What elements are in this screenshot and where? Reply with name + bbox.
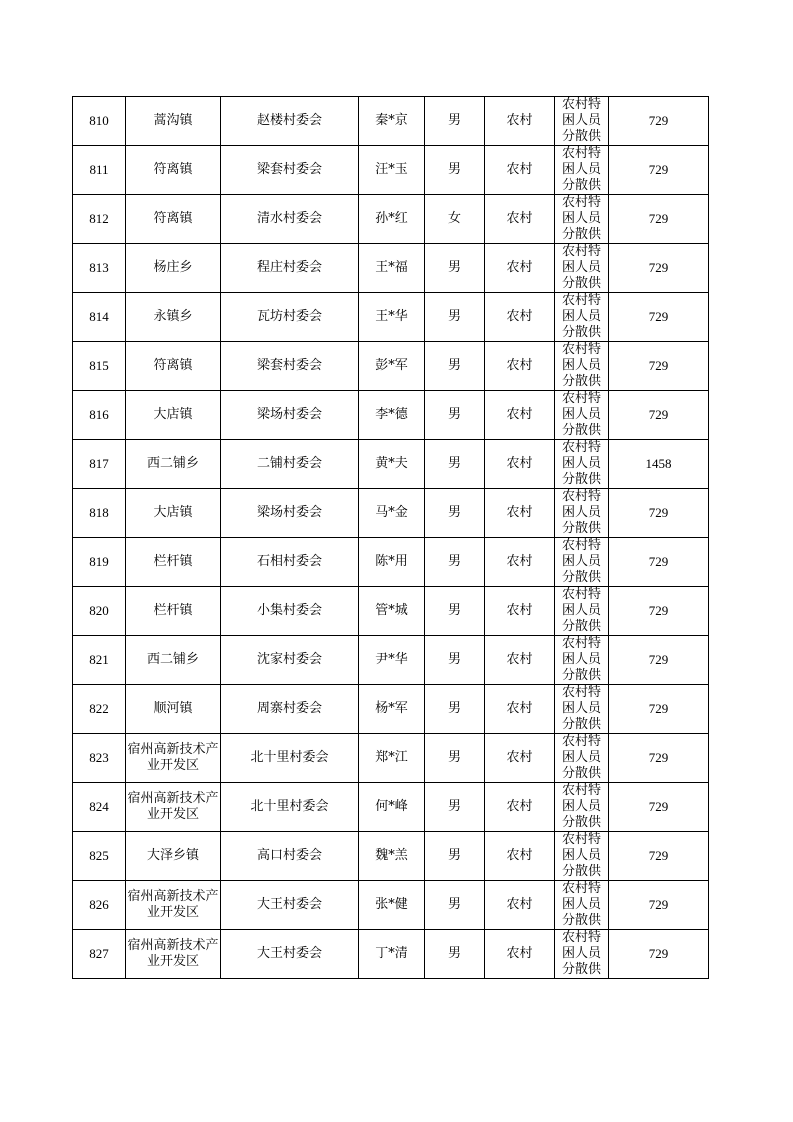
- cell-amount: 729: [609, 587, 709, 636]
- cell-serial-number: 822: [73, 685, 126, 734]
- cell-recipient-name: 魏*羔: [359, 832, 425, 881]
- cell-gender: 男: [425, 342, 485, 391]
- cell-serial-number: 826: [73, 881, 126, 930]
- cell-assistance-category: [555, 146, 609, 195]
- cell-gender: 男: [425, 244, 485, 293]
- cell-recipient-name: 郑*江: [359, 734, 425, 783]
- cell-amount: 729: [609, 342, 709, 391]
- cell-township: 栏杆镇: [126, 538, 221, 587]
- table-row: [73, 293, 709, 342]
- cell-village-committee: 周寨村委会: [221, 685, 359, 734]
- cell-serial-number: 816: [73, 391, 126, 440]
- cell-gender: 男: [425, 881, 485, 930]
- cell-gender: 男: [425, 832, 485, 881]
- cell-area-type: 农村: [485, 293, 555, 342]
- cell-amount: 729: [609, 146, 709, 195]
- assistance-category-text: 农村特困人员分散供: [561, 685, 601, 732]
- cell-village-committee: 沈家村委会: [221, 636, 359, 685]
- cell-gender: 男: [425, 685, 485, 734]
- cell-amount: 1458: [609, 440, 709, 489]
- cell-township: 宿州高新技术产业开发区: [126, 783, 221, 832]
- table-row: [73, 734, 709, 783]
- cell-village-committee: 大王村委会: [221, 881, 359, 930]
- cell-amount: 729: [609, 685, 709, 734]
- cell-recipient-name: 彭*军: [359, 342, 425, 391]
- cell-serial-number: 818: [73, 489, 126, 538]
- cell-serial-number: 821: [73, 636, 126, 685]
- cell-recipient-name: 张*健: [359, 881, 425, 930]
- cell-village-committee: 北十里村委会: [221, 783, 359, 832]
- cell-assistance-category: [555, 489, 609, 538]
- cell-recipient-name: 马*金: [359, 489, 425, 538]
- assistance-category-text: 农村特困人员分散供: [561, 195, 601, 242]
- assistance-category-text: 农村特困人员分散供: [561, 881, 601, 928]
- assistance-category-text: 农村特困人员分散供: [561, 440, 601, 487]
- cell-township: 西二铺乡: [126, 440, 221, 489]
- cell-recipient-name: 孙*红: [359, 195, 425, 244]
- cell-assistance-category: [555, 244, 609, 293]
- cell-area-type: 农村: [485, 195, 555, 244]
- cell-area-type: 农村: [485, 97, 555, 146]
- cell-area-type: 农村: [485, 391, 555, 440]
- cell-amount: 729: [609, 293, 709, 342]
- cell-assistance-category: [555, 391, 609, 440]
- table-row: [73, 244, 709, 293]
- cell-serial-number: 823: [73, 734, 126, 783]
- cell-assistance-category: [555, 832, 609, 881]
- cell-gender: 男: [425, 734, 485, 783]
- cell-amount: 729: [609, 244, 709, 293]
- cell-serial-number: 827: [73, 930, 126, 979]
- assistance-category-text: 农村特困人员分散供: [561, 293, 601, 340]
- table-row: [73, 685, 709, 734]
- cell-village-committee: 小集村委会: [221, 587, 359, 636]
- cell-recipient-name: 汪*玉: [359, 146, 425, 195]
- cell-amount: 729: [609, 881, 709, 930]
- cell-township: 大店镇: [126, 391, 221, 440]
- cell-amount: 729: [609, 832, 709, 881]
- cell-township: 符离镇: [126, 342, 221, 391]
- cell-area-type: 农村: [485, 489, 555, 538]
- cell-township: 大店镇: [126, 489, 221, 538]
- cell-village-committee: 清水村委会: [221, 195, 359, 244]
- cell-area-type: 农村: [485, 685, 555, 734]
- cell-village-committee: 梁套村委会: [221, 146, 359, 195]
- cell-village-committee: 石相村委会: [221, 538, 359, 587]
- cell-township: 杨庄乡: [126, 244, 221, 293]
- assistance-category-text: 农村特困人员分散供: [561, 783, 601, 830]
- cell-village-committee: 梁场村委会: [221, 391, 359, 440]
- cell-recipient-name: 何*峰: [359, 783, 425, 832]
- cell-township: 符离镇: [126, 146, 221, 195]
- assistance-category-text: 农村特困人员分散供: [561, 391, 601, 438]
- cell-village-committee: 大王村委会: [221, 930, 359, 979]
- cell-township: 宿州高新技术产业开发区: [126, 930, 221, 979]
- assistance-category-text: 农村特困人员分散供: [561, 244, 601, 291]
- cell-amount: 729: [609, 930, 709, 979]
- table-row: [73, 440, 709, 489]
- cell-recipient-name: 秦*京: [359, 97, 425, 146]
- cell-amount: 729: [609, 734, 709, 783]
- table-row: [73, 538, 709, 587]
- cell-assistance-category: [555, 293, 609, 342]
- cell-township: 永镇乡: [126, 293, 221, 342]
- cell-gender: 男: [425, 930, 485, 979]
- cell-area-type: 农村: [485, 342, 555, 391]
- cell-township: 宿州高新技术产业开发区: [126, 734, 221, 783]
- cell-amount: 729: [609, 538, 709, 587]
- cell-assistance-category: [555, 440, 609, 489]
- cell-assistance-category: [555, 930, 609, 979]
- table-row: [73, 832, 709, 881]
- cell-gender: 男: [425, 636, 485, 685]
- cell-serial-number: 820: [73, 587, 126, 636]
- cell-area-type: 农村: [485, 146, 555, 195]
- cell-village-committee: 程庄村委会: [221, 244, 359, 293]
- cell-amount: 729: [609, 97, 709, 146]
- cell-gender: 男: [425, 146, 485, 195]
- table-row: [73, 97, 709, 146]
- cell-area-type: 农村: [485, 244, 555, 293]
- cell-area-type: 农村: [485, 783, 555, 832]
- cell-area-type: 农村: [485, 832, 555, 881]
- cell-serial-number: 810: [73, 97, 126, 146]
- cell-gender: 男: [425, 440, 485, 489]
- cell-serial-number: 814: [73, 293, 126, 342]
- cell-assistance-category: [555, 538, 609, 587]
- cell-village-committee: 二铺村委会: [221, 440, 359, 489]
- cell-recipient-name: 王*华: [359, 293, 425, 342]
- cell-gender: 男: [425, 538, 485, 587]
- assistance-category-text: 农村特困人员分散供: [561, 342, 601, 389]
- cell-serial-number: 812: [73, 195, 126, 244]
- cell-assistance-category: [555, 636, 609, 685]
- cell-village-committee: 北十里村委会: [221, 734, 359, 783]
- cell-recipient-name: 管*城: [359, 587, 425, 636]
- cell-recipient-name: 王*福: [359, 244, 425, 293]
- cell-recipient-name: 丁*清: [359, 930, 425, 979]
- cell-recipient-name: 尹*华: [359, 636, 425, 685]
- cell-area-type: 农村: [485, 734, 555, 783]
- cell-township: 西二铺乡: [126, 636, 221, 685]
- table-row: [73, 636, 709, 685]
- assistance-table: [72, 96, 709, 979]
- cell-gender: 男: [425, 489, 485, 538]
- cell-township: 栏杆镇: [126, 587, 221, 636]
- cell-village-committee: 梁套村委会: [221, 342, 359, 391]
- assistance-category-text: 农村特困人员分散供: [561, 734, 601, 781]
- table-row: [73, 783, 709, 832]
- cell-gender: 男: [425, 97, 485, 146]
- cell-township: 大泽乡镇: [126, 832, 221, 881]
- cell-recipient-name: 黄*夫: [359, 440, 425, 489]
- cell-assistance-category: [555, 195, 609, 244]
- cell-area-type: 农村: [485, 538, 555, 587]
- table-row: [73, 391, 709, 440]
- table-row: [73, 146, 709, 195]
- cell-amount: 729: [609, 489, 709, 538]
- cell-assistance-category: [555, 685, 609, 734]
- cell-area-type: 农村: [485, 587, 555, 636]
- cell-serial-number: 824: [73, 783, 126, 832]
- cell-assistance-category: [555, 881, 609, 930]
- table-row: [73, 195, 709, 244]
- cell-area-type: 农村: [485, 930, 555, 979]
- assistance-category-text: 农村特困人员分散供: [561, 587, 601, 634]
- cell-gender: 女: [425, 195, 485, 244]
- cell-recipient-name: 杨*军: [359, 685, 425, 734]
- assistance-category-text: 农村特困人员分散供: [561, 538, 601, 585]
- cell-assistance-category: [555, 342, 609, 391]
- cell-serial-number: 813: [73, 244, 126, 293]
- cell-area-type: 农村: [485, 636, 555, 685]
- cell-serial-number: 819: [73, 538, 126, 587]
- cell-village-committee: 瓦坊村委会: [221, 293, 359, 342]
- cell-township: 宿州高新技术产业开发区: [126, 881, 221, 930]
- cell-serial-number: 817: [73, 440, 126, 489]
- table-row: [73, 342, 709, 391]
- cell-serial-number: 815: [73, 342, 126, 391]
- cell-assistance-category: [555, 587, 609, 636]
- cell-township: 蒿沟镇: [126, 97, 221, 146]
- cell-village-committee: 梁场村委会: [221, 489, 359, 538]
- assistance-category-text: 农村特困人员分散供: [561, 636, 601, 683]
- cell-recipient-name: 陈*用: [359, 538, 425, 587]
- table-row: [73, 930, 709, 979]
- cell-assistance-category: [555, 783, 609, 832]
- cell-township: 顺河镇: [126, 685, 221, 734]
- assistance-category-text: 农村特困人员分散供: [561, 146, 601, 193]
- table-row: [73, 489, 709, 538]
- cell-serial-number: 811: [73, 146, 126, 195]
- cell-amount: 729: [609, 391, 709, 440]
- assistance-category-text: 农村特困人员分散供: [561, 930, 601, 977]
- cell-village-committee: 高口村委会: [221, 832, 359, 881]
- cell-gender: 男: [425, 783, 485, 832]
- cell-assistance-category: [555, 97, 609, 146]
- cell-amount: 729: [609, 195, 709, 244]
- cell-assistance-category: [555, 734, 609, 783]
- cell-area-type: 农村: [485, 440, 555, 489]
- cell-gender: 男: [425, 587, 485, 636]
- assistance-category-text: 农村特困人员分散供: [561, 832, 601, 879]
- table-row: [73, 587, 709, 636]
- cell-village-committee: 赵楼村委会: [221, 97, 359, 146]
- cell-amount: 729: [609, 783, 709, 832]
- cell-area-type: 农村: [485, 881, 555, 930]
- cell-gender: 男: [425, 391, 485, 440]
- cell-township: 符离镇: [126, 195, 221, 244]
- cell-recipient-name: 李*德: [359, 391, 425, 440]
- table-body: [73, 97, 709, 979]
- cell-gender: 男: [425, 293, 485, 342]
- assistance-category-text: 农村特困人员分散供: [561, 97, 601, 144]
- table-row: [73, 881, 709, 930]
- cell-serial-number: 825: [73, 832, 126, 881]
- cell-amount: 729: [609, 636, 709, 685]
- assistance-category-text: 农村特困人员分散供: [561, 489, 601, 536]
